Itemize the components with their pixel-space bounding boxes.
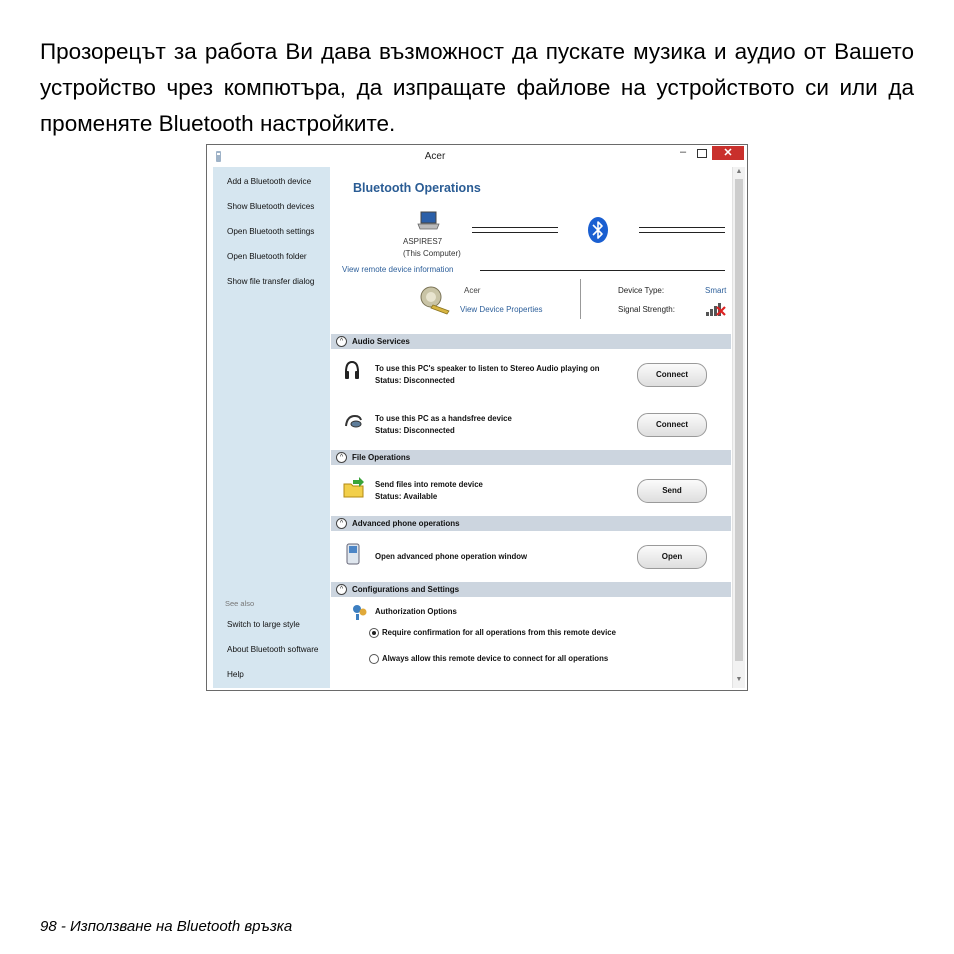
folder-send-icon [343,477,365,499]
signal-strength-icon [705,301,727,317]
sidebar [213,167,330,688]
section-label: Audio Services [352,337,410,346]
device-name: Acer [464,286,481,295]
send-button[interactable]: Send [637,479,707,503]
authorization-icon [351,603,369,621]
divider [480,270,725,271]
bluetooth-icon [588,217,608,243]
section-label: File Operations [352,453,411,462]
option-require-confirmation: Require confirmation for all operations from this remote device [382,628,616,637]
close-button[interactable]: ✕ [712,146,744,160]
divider [580,279,581,319]
chevron-up-icon[interactable]: ^ [336,336,347,347]
scroll-down-arrow[interactable]: ▼ [735,676,743,683]
sidebar-item-open-settings[interactable]: Open Bluetooth settings [227,227,315,236]
signal-strength-label: Signal Strength: [618,305,675,314]
sidebar-item-help[interactable]: Help [227,670,244,679]
headset-icon [343,412,363,430]
connection-line [472,232,558,233]
connection-line [639,227,725,228]
option-always-allow: Always allow this remote device to connect for all operations [382,654,609,663]
device-type-label: Device Type: [618,286,665,295]
main-content [331,167,731,688]
device-type-value: Smart [705,286,727,295]
vertical-scrollbar[interactable] [732,167,745,688]
connect-stereo-button[interactable]: Connect [637,363,707,387]
connect-handsfree-button[interactable]: Connect [637,413,707,437]
radio-require-confirmation[interactable] [369,628,379,638]
computer-name: ASPIRES7 [403,237,443,246]
radio-always-allow[interactable] [369,654,379,664]
chevron-up-icon[interactable]: ^ [336,584,347,595]
sidebar-item-large-style[interactable]: Switch to large style [227,620,300,629]
chevron-up-icon[interactable]: ^ [336,518,347,529]
audio-handsfree-status: Status: Disconnected [375,426,455,435]
phone-operation-text: Open advanced phone operation window [375,552,528,561]
sidebar-item-show-devices[interactable]: Show Bluetooth devices [227,202,315,211]
device-icon [417,283,451,315]
minimize-button[interactable]: – [679,146,687,158]
chevron-up-icon[interactable]: ^ [336,452,347,463]
section-configurations[interactable] [331,582,731,597]
connection-line [639,232,725,233]
section-audio-services[interactable] [331,334,731,349]
section-advanced-phone[interactable] [331,516,731,531]
authorization-options-label: Authorization Options [375,607,457,616]
open-phone-button[interactable]: Open [637,545,707,569]
view-device-properties-link[interactable]: View Device Properties [460,305,543,314]
connection-line [472,227,558,228]
bluetooth-window [206,144,748,691]
sidebar-item-file-transfer[interactable]: Show file transfer dialog [227,277,315,286]
scroll-thumb[interactable] [735,179,743,661]
bluetooth-operations-title: Bluetooth Operations [353,181,481,195]
audio-stereo-status: Status: Disconnected [375,376,455,385]
section-label: Advanced phone operations [352,519,460,528]
computer-subtitle: (This Computer) [403,249,461,258]
headphones-icon [344,360,360,382]
page-footer: 98 - Използване на Bluetooth връзка [40,918,293,935]
sidebar-item-open-folder[interactable]: Open Bluetooth folder [227,252,307,261]
window-title: Acer [424,151,446,162]
laptop-icon [417,211,441,233]
title-bar [207,145,747,167]
audio-stereo-text: To use this PC's speaker to listen to Stereo Audio playing on [375,364,600,373]
intro-paragraph: Прозорецът за работа Ви дава възможност да пускате музика и аудио от Вашето устройство чрез компютъра, да изпращате файлове на устройството си или да променяте Bluetooth настройките. [40,39,914,136]
view-remote-device-link[interactable]: View remote device information [342,265,454,274]
maximize-button[interactable] [697,149,707,158]
sidebar-item-about[interactable]: About Bluetooth software [227,645,319,654]
audio-handsfree-text: To use this PC as a handsfree device [375,414,512,423]
see-also-heading: See also [225,599,255,608]
section-label: Configurations and Settings [352,585,460,594]
send-files-status: Status: Available [375,492,438,501]
phone-icon [346,543,360,565]
section-file-operations[interactable] [331,450,731,465]
sidebar-item-add-device[interactable]: Add a Bluetooth device [227,177,312,186]
send-files-text: Send files into remote device [375,480,483,489]
scroll-up-arrow[interactable]: ▲ [735,168,743,175]
